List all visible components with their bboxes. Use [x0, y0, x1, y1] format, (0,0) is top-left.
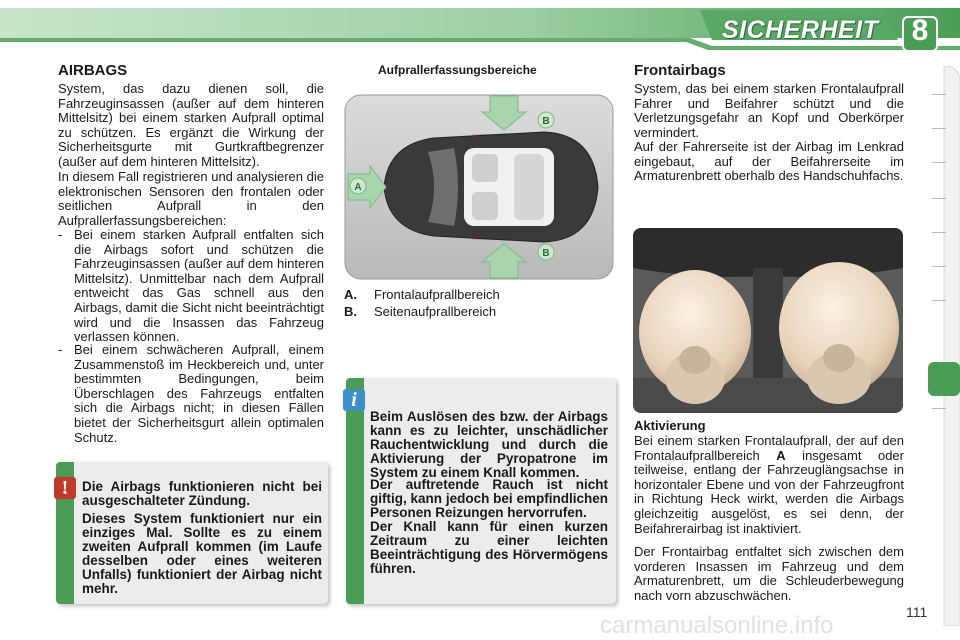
marker-b: B: [542, 248, 550, 259]
tab-divider: [932, 266, 946, 267]
list-dash: -: [58, 227, 63, 242]
list-item-text: Bei einem schwächeren Aufprall, einem Zusammenstoß im Heckbereich und, unter bestimmten Bedingungen, beim Überschlagen des Fahrzeugs entfalten sich die Airbags nicht; in diesen Fällen bietet der Sicherheitsgurt allein optimalen Schutz.: [74, 342, 324, 445]
legend-item: [344, 287, 500, 302]
tab-divider: [932, 232, 946, 233]
airbags-registration: In diesem Fall registrieren und analysieren die elektronischen Sensoren den frontalen oder seitlichen Aufprall in den Aufprallerfassungsbereichen:: [58, 169, 324, 228]
watermark: carmanualsonline.info: [600, 612, 834, 639]
tab-divider: [932, 162, 946, 163]
info-box-p2: Der auftretende Rauch ist nicht giftig, kann jedoch bei empfindlichen Personen Reizungen hervorrufen.: [370, 477, 608, 520]
tab-divider: [932, 300, 946, 301]
impact-zones-diagram: [344, 94, 614, 280]
airbags-heading: AIRBAGS: [58, 62, 128, 79]
frontairbags-p2: Auf der Fahrerseite ist der Airbag im Lenkrad eingebaut, auf der Beifahrerseite im Armaturenbrett oberhalb des Handschuhfachs.: [634, 139, 904, 184]
exclamation-icon: !: [54, 477, 76, 499]
warning-box: [56, 462, 328, 604]
activation-p2: Der Frontairbag entfaltet sich zwischen dem vorderen Insassen im Fahrzeug und dem Armaturenbrett, um die Schleuderbewegung nach vorn abzuschwächen.: [634, 544, 904, 603]
marker-b: B: [542, 116, 550, 127]
legend-label: Seitenaufprallbereich: [374, 304, 497, 319]
activation-p1-key: A: [776, 447, 786, 463]
list-item: [58, 228, 324, 345]
marker-a: A: [354, 182, 362, 193]
info-box-bar: [346, 378, 364, 604]
legend-item: [344, 304, 496, 319]
list-item: [58, 343, 324, 445]
frontairbags-p1: System, das bei einem starken Frontalaufprall Fahrer und Beifahrer schützt und die Verletzungsgefahr an Kopf und Oberkörper vermindert.: [634, 81, 904, 140]
tab-divider: [932, 408, 946, 409]
warning-box-title: Die Airbags funktionieren nicht bei ausgeschalteter Zündung.: [82, 479, 322, 508]
diagram-caption: Aufprallerfassungsbereiche: [378, 63, 537, 77]
list-dash: -: [58, 342, 63, 357]
warning-box-text: Dieses System funktioniert nur ein einziges Mal. Sollte es zu einem zweiten Aufprall kommen (im Laufe desselben oder eines weiteren Unfalls) funktioniert der Airbag nicht mehr.: [82, 511, 322, 596]
chapter-number: 8: [911, 14, 929, 47]
tab-divider: [932, 198, 946, 199]
chapter-tabs: [928, 66, 960, 626]
activation-p1-before: Bei einem starken Frontalaufprall, der auf den Frontalaufprallbereich: [634, 433, 904, 463]
activation-p1: [634, 434, 904, 536]
info-icon: i: [343, 389, 365, 411]
info-box-p1: Beim Auslösen des bzw. der Airbags kann es zu leichter, unschädlicher Rauchentwicklung und durch die Aktivierung der Pyropatrone im System zu einem Knall kommen.: [370, 409, 608, 480]
list-item-text: Bei einem starken Aufprall entfalten sich die Airbags sofort und schützen die Fahrzeuginsassen (außer auf dem hinteren Mittelsitz). Unmittelbar nach dem Aufprall entweicht das Gas schnell aus den Airbags, damit die Sicht nicht beeinträchtigt wird und die Insassen das Fahrzeug verlassen können.: [74, 227, 324, 345]
tab-divider: [932, 94, 946, 95]
info-box: [346, 378, 616, 604]
tab-divider: [932, 128, 946, 129]
info-box-p3: Der Knall kann für einen kurzen Zeitraum zu einer leichten Beeinträchtigung des Hörvermögens führen.: [370, 519, 608, 576]
activation-p1-after: insgesamt oder teilweise, entlang der Fahrzeuglängsachse in horizontaler Ebene und von der Fahrzeugfront in Richtung Heck wirkt, werden die Airbags gleichzeitig ausgelöst, es sei denn, der Beifahrerairbag ist inaktiviert.: [634, 447, 904, 536]
legend-key: A.: [344, 287, 357, 302]
airbags-intro: System, das dazu dienen soll, die Fahrzeuginsassen (außer auf dem hinteren Mittelsitz) bei einem starken Aufprall optimal zu schützen. Es ergänzt die Wirkung der Sicherheitsgurte mit Gurtkraftbegrenzer (außer auf dem hinteren Mittelsitz).: [58, 81, 324, 169]
activation-heading: Aktivierung: [634, 418, 706, 433]
section-title: SICHERHEIT: [722, 16, 879, 44]
airbag-photo: [633, 228, 903, 413]
legend-key: B.: [344, 304, 357, 319]
frontairbags-heading: Frontairbags: [634, 62, 726, 79]
legend-label: Frontalaufprallbereich: [374, 287, 500, 302]
page-number: 111: [906, 604, 928, 620]
